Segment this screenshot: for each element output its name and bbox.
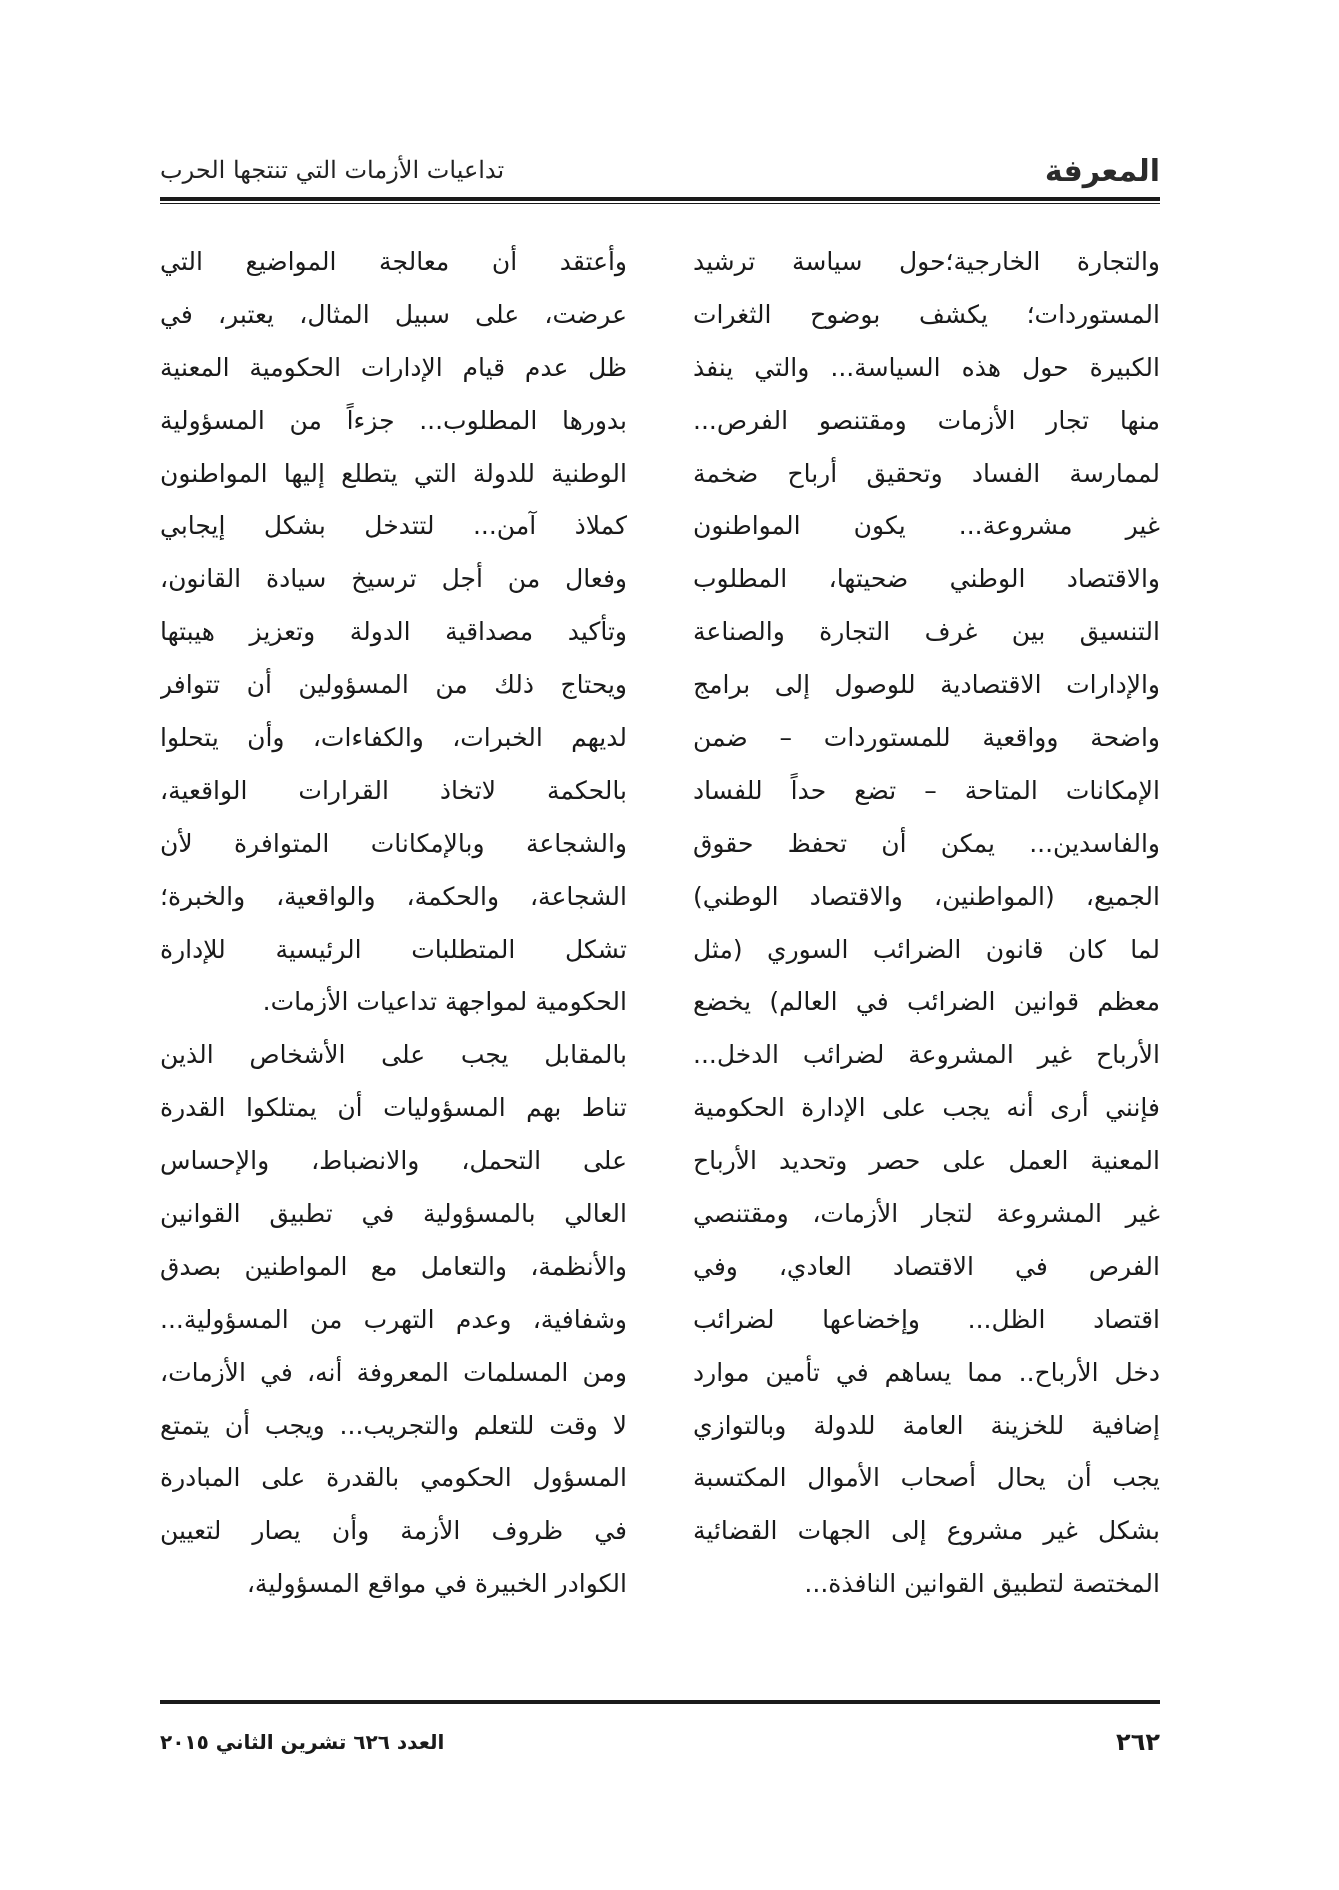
text-line: والاقتصاد الوطني ضحيتها، المطلوب: [693, 564, 1160, 594]
page-header: [160, 148, 1160, 196]
text-line: المستوردات؛ يكشف بوضوح الثغرات: [693, 299, 1160, 329]
text-line: وتأكيد مصداقية الدولة وتعزيز هيبتها: [160, 617, 627, 647]
text-line: ظل عدم قيام الإدارات الحكومية المعنية: [160, 352, 627, 382]
text-line: والشجاعة وبالإمكانات المتوافرة لأن: [160, 828, 627, 858]
page-number: ٢٦٢: [1116, 1728, 1160, 1756]
text-line: منها تجار الأزمات ومقتنصو الفرص...: [693, 405, 1160, 435]
text-line: لممارسة الفساد وتحقيق أرباح ضخمة: [693, 458, 1160, 488]
text-line: عرضت، على سبيل المثال، يعتبر، في: [160, 299, 627, 329]
text-line: العالي بالمسؤولية في تطبيق القوانين: [160, 1199, 627, 1229]
text-line: بالمقابل يجب على الأشخاص الذين: [160, 1040, 627, 1070]
text-line: يجب أن يحال أصحاب الأموال المكتسبة: [693, 1463, 1160, 1493]
text-line: معظم قوانين الضرائب في العالم) يخضع: [693, 987, 1160, 1017]
header-rule-thin: [160, 203, 1160, 204]
text-line: وأعتقد أن معالجة المواضيع التي: [160, 247, 627, 276]
text-line: الوطنية للدولة التي يتطلع إليها المواطنون: [160, 458, 627, 488]
text-line: بدورها المطلوب... جزءاً من المسؤولية: [160, 405, 627, 435]
text-line: في ظروف الأزمة وأن يصار لتعيين: [160, 1516, 627, 1546]
text-line: وفعال من أجل ترسيخ سيادة القانون،: [160, 564, 627, 594]
header-rule: [160, 197, 1160, 201]
text-line: غير مشروعة... يكون المواطنون: [693, 511, 1160, 541]
text-line: لديهم الخبرات، والكفاءات، وأن يتحلوا: [160, 723, 627, 753]
text-line: بالحكمة لاتخاذ القرارات الواقعية،: [160, 775, 627, 805]
text-line: الكوادر الخبيرة في مواقع المسؤولية،: [246, 1569, 627, 1599]
text-line: والتجارة الخارجية؛حول سياسة ترشيد: [693, 247, 1160, 276]
text-line: لما كان قانون الضرائب السوري (مثل: [693, 934, 1160, 964]
text-line: المعنية العمل على حصر وتحديد الأرباح: [693, 1146, 1160, 1176]
footer-rule: [160, 1700, 1160, 1704]
text-line: الحكومية لمواجهة تداعيات الأزمات.: [262, 987, 627, 1017]
text-line: والفاسدين... يمكن أن تحفظ حقوق: [693, 828, 1160, 858]
page-footer: [160, 1728, 1160, 1768]
text-line: الشجاعة، والحكمة، والواقعية، والخبرة؛: [160, 881, 627, 911]
issue-info: العدد ٦٢٦ تشرين الثاني ٢٠١٥: [160, 1730, 445, 1754]
text-line: الأرباح غير المشروعة لضرائب الدخل...: [693, 1040, 1160, 1070]
text-line: التنسيق بين غرف التجارة والصناعة: [693, 617, 1160, 647]
text-line: الإمكانات المتاحة – تضع حداً للفساد: [693, 775, 1160, 805]
text-line: تشكل المتطلبات الرئيسية للإدارة: [160, 934, 627, 964]
magazine-logo: المعرفة: [1044, 154, 1160, 189]
text-line: لا وقت للتعلم والتجريب... ويجب أن يتمتع: [160, 1410, 627, 1440]
text-line: إضافية للخزينة العامة للدولة وبالتوازي: [693, 1410, 1160, 1440]
text-line: المختصة لتطبيق القوانين النافذة...: [804, 1569, 1160, 1599]
text-line: المسؤول الحكومي بالقدرة على المبادرة: [160, 1463, 627, 1493]
text-line: والإدارات الاقتصادية للوصول إلى برامج: [693, 670, 1160, 700]
text-line: تناط بهم المسؤوليات أن يمتلكوا القدرة: [160, 1093, 627, 1123]
text-line: بشكل غير مشروع إلى الجهات القضائية: [693, 1516, 1160, 1546]
text-line: واضحة وواقعية للمستوردات – ضمن: [693, 723, 1160, 753]
text-column-left: [160, 236, 627, 1611]
text-line: دخل الأرباح.. مما يساهم في تأمين موارد: [693, 1357, 1160, 1387]
text-line: الفرص في الاقتصاد العادي، وفي: [693, 1251, 1160, 1281]
text-line: الجميع، (المواطنين، والاقتصاد الوطني): [693, 881, 1160, 911]
text-line: الكبيرة حول هذه السياسة... والتي ينفذ: [693, 352, 1160, 382]
text-line: على التحمل، والانضباط، والإحساس: [160, 1146, 627, 1176]
text-line: اقتصاد الظل... وإخضاعها لضرائب: [693, 1304, 1160, 1334]
text-line: وشفافية، وعدم التهرب من المسؤولية...: [160, 1304, 627, 1334]
text-line: فإنني أرى أنه يجب على الإدارة الحكومية: [693, 1093, 1160, 1123]
running-title: تداعيات الأزمات التي تنتجها الحرب: [160, 156, 505, 184]
text-line: غير المشروعة لتجار الأزمات، ومقتنصي: [693, 1199, 1160, 1229]
text-line: ومن المسلمات المعروفة أنه، في الأزمات،: [160, 1357, 627, 1387]
text-line: والأنظمة، والتعامل مع المواطنين بصدق: [160, 1251, 627, 1281]
text-column-right: [693, 236, 1160, 1611]
text-line: ويحتاج ذلك من المسؤولين أن تتوافر: [160, 670, 627, 700]
text-line: كملاذ آمن... لتتدخل بشكل إيجابي: [160, 511, 627, 541]
